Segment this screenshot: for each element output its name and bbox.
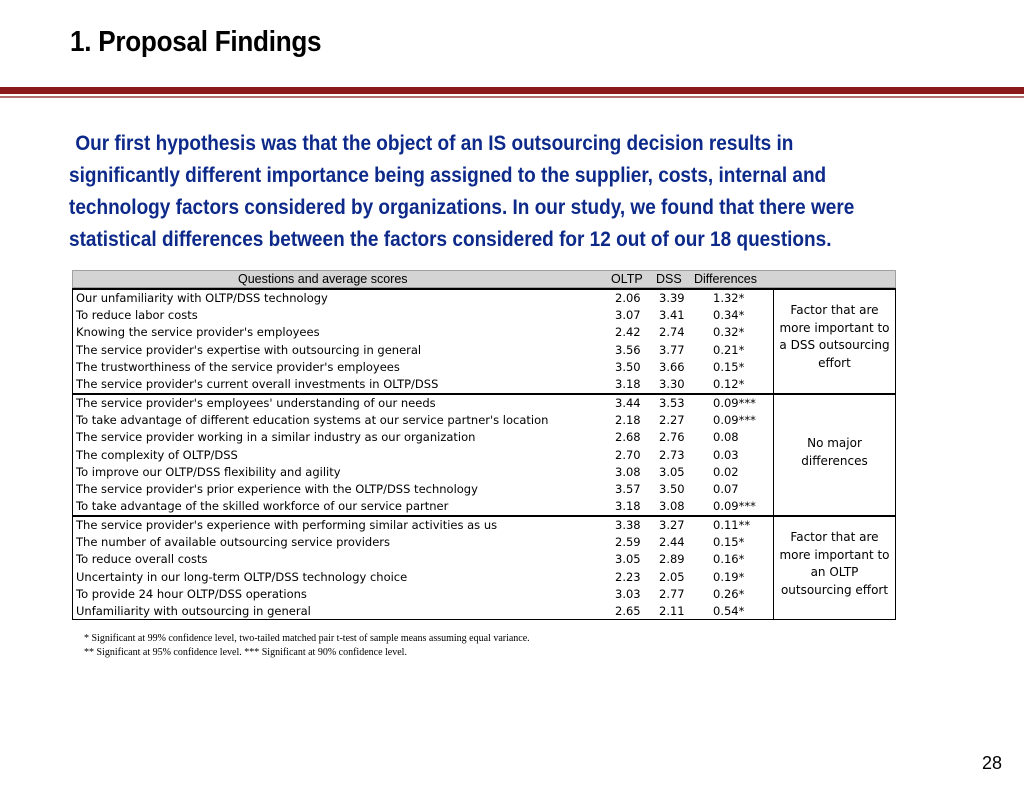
table-row [73, 569, 773, 586]
question-cell: The complexity of OLTP/DSS [76, 447, 238, 462]
question-cell: Knowing the service provider's employees [76, 325, 320, 340]
difference-cell: 0.26* [713, 586, 745, 601]
annotation-column-divider [773, 290, 774, 620]
table-row [73, 517, 773, 534]
table-row [73, 481, 773, 498]
difference-cell: 0.16* [713, 552, 745, 567]
dss-cell: 2.76 [659, 430, 685, 445]
table-group [73, 517, 895, 620]
question-cell: The service provider working in a similar industry as our organization [76, 430, 476, 445]
question-cell: Our unfamiliarity with OLTP/DSS technology [76, 291, 328, 305]
dss-cell: 3.39 [659, 291, 685, 305]
table-row [73, 307, 773, 324]
dss-cell: 3.53 [659, 396, 685, 410]
page-number: 28 [982, 753, 1003, 773]
table-row [73, 376, 773, 393]
oltp-cell: 3.44 [615, 396, 641, 410]
oltp-cell: 3.18 [615, 377, 641, 391]
difference-cell: 0.15* [713, 535, 745, 550]
difference-cell: 0.09*** [713, 499, 756, 514]
table-row [73, 534, 773, 551]
group-annotation-line: effort [818, 355, 851, 370]
dss-cell: 2.73 [659, 447, 685, 462]
group-annotation-line: differences [801, 453, 868, 468]
question-cell: To reduce labor costs [76, 308, 198, 323]
intro-line: statistical differences between the factors considered for 12 out of our 18 questions. [69, 228, 832, 251]
dss-cell: 3.05 [659, 464, 685, 479]
oltp-cell: 2.18 [615, 413, 641, 428]
group-annotation-line: Factor that are [790, 530, 879, 544]
dss-cell: 3.77 [659, 342, 685, 357]
table-row [73, 447, 773, 464]
group-annotation [774, 302, 895, 372]
difference-cell: 0.11** [713, 518, 751, 532]
question-cell: To take advantage of different education systems at our service partner's location [76, 413, 549, 428]
oltp-cell: 2.59 [615, 535, 641, 550]
table-group [73, 290, 895, 393]
oltp-cell: 2.68 [615, 430, 641, 445]
difference-cell: 0.12* [713, 377, 745, 391]
question-cell: To take advantage of the skilled workforce of our service partner [76, 499, 449, 514]
difference-cell: 0.03 [713, 447, 739, 462]
dss-cell: 3.27 [659, 518, 685, 532]
title-rule-thick [0, 87, 1024, 94]
oltp-cell: 3.07 [615, 308, 641, 323]
difference-cell: 0.09*** [713, 396, 756, 410]
group-annotation [774, 435, 895, 470]
question-cell: The service provider's prior experience with the OLTP/DSS technology [76, 482, 478, 496]
header-dss: DSS [656, 272, 682, 286]
oltp-cell: 2.23 [615, 569, 641, 584]
group-annotation-line: a DSS outsourcing [779, 338, 890, 352]
question-cell: The service provider's current overall investments in OLTP/DSS [76, 377, 439, 391]
header-questions: Questions and average scores [238, 272, 408, 286]
footnote-line: ** Significant at 95% confidence level. *** Significant at 90% confidence level. [84, 647, 407, 658]
question-cell: The service provider's employees' understanding of our needs [76, 396, 436, 410]
table-header [72, 270, 896, 288]
results-table [72, 270, 896, 620]
question-cell: The service provider's expertise with outsourcing in general [76, 342, 422, 357]
header-differences: Differences [694, 272, 757, 286]
dss-cell: 2.11 [659, 604, 685, 618]
group-annotation [774, 529, 895, 599]
table-row [73, 429, 773, 446]
question-cell: To provide 24 hour OLTP/DSS operations [76, 586, 307, 601]
oltp-cell: 2.70 [615, 447, 641, 462]
dss-cell: 2.89 [659, 552, 685, 567]
oltp-cell: 2.65 [615, 604, 641, 618]
question-cell: The trustworthiness of the service provider's employees [76, 359, 400, 374]
oltp-cell: 3.38 [615, 518, 641, 532]
table-row [73, 324, 773, 341]
dss-cell: 3.50 [659, 482, 685, 496]
difference-cell: 0.02 [713, 464, 739, 479]
table-group [73, 395, 895, 515]
footnotes [84, 632, 530, 660]
dss-cell: 3.08 [659, 499, 685, 514]
footnote-line: * Significant at 99% confidence level, two-tailed matched pair t-test of sample means assuming equal variance. [84, 633, 530, 644]
difference-cell: 0.34* [713, 308, 745, 323]
question-cell: Uncertainty in our long-term OLTP/DSS technology choice [76, 569, 408, 584]
difference-cell: 0.19* [713, 569, 745, 584]
oltp-cell: 2.42 [615, 325, 641, 340]
difference-cell: 0.32* [713, 325, 745, 340]
dss-cell: 3.30 [659, 377, 685, 391]
oltp-cell: 3.03 [615, 586, 641, 601]
oltp-cell: 3.57 [615, 482, 641, 496]
oltp-cell: 3.18 [615, 499, 641, 514]
group-annotation-line: an OLTP [810, 565, 859, 579]
table-row [73, 498, 773, 515]
intro-line: significantly different importance being assigned to the supplier, costs, internal and [69, 164, 827, 187]
intro-line: technology factors considered by organizations. In our study, we found that there were [69, 196, 855, 219]
oltp-cell: 3.50 [615, 359, 641, 374]
question-cell: The number of available outsourcing service providers [76, 535, 391, 550]
dss-cell: 2.05 [659, 569, 685, 584]
dss-cell: 2.27 [659, 413, 685, 428]
table-row [73, 359, 773, 376]
difference-cell: 1.32* [713, 291, 745, 305]
dss-cell: 2.44 [659, 535, 685, 550]
table-row [73, 342, 773, 359]
group-annotation-line: outsourcing effort [780, 582, 889, 597]
question-cell: To reduce overall costs [76, 552, 208, 567]
table-row [73, 551, 773, 568]
table-row [73, 290, 773, 307]
dss-cell: 2.77 [659, 586, 685, 601]
intro-paragraph [69, 128, 884, 256]
table-row [73, 464, 773, 481]
question-cell: To improve our OLTP/DSS flexibility and agility [76, 464, 341, 479]
oltp-cell: 3.56 [615, 342, 641, 357]
group-annotation-line: more important to [779, 547, 890, 562]
dss-cell: 3.66 [659, 359, 685, 374]
difference-cell: 0.21* [713, 342, 745, 357]
difference-cell: 0.15* [713, 359, 745, 374]
difference-cell: 0.09*** [713, 413, 756, 428]
group-annotation-line: Factor that are [790, 303, 879, 317]
slide-title: 1. Proposal Findings [70, 26, 322, 58]
dss-cell: 2.74 [659, 325, 685, 340]
table-row [73, 603, 773, 620]
table-row [73, 586, 773, 603]
group-annotation-line: more important to [779, 320, 890, 335]
table-body [72, 288, 896, 620]
difference-cell: 0.07 [713, 482, 739, 496]
difference-cell: 0.54* [713, 604, 745, 618]
table-row [73, 412, 773, 429]
title-rule-thin [0, 96, 1024, 98]
oltp-cell: 2.06 [615, 291, 641, 305]
intro-line: Our first hypothesis was that the object of an IS outsourcing decision results in [75, 132, 794, 155]
dss-cell: 3.41 [659, 308, 685, 323]
table-row [73, 395, 773, 412]
header-oltp: OLTP [611, 272, 643, 286]
oltp-cell: 3.08 [615, 464, 641, 479]
question-cell: The service provider's experience with performing similar activities as us [76, 518, 498, 532]
difference-cell: 0.08 [713, 430, 739, 445]
question-cell: Unfamiliarity with outsourcing in general [76, 604, 311, 618]
oltp-cell: 3.05 [615, 552, 641, 567]
group-annotation-line: No major [807, 436, 862, 450]
